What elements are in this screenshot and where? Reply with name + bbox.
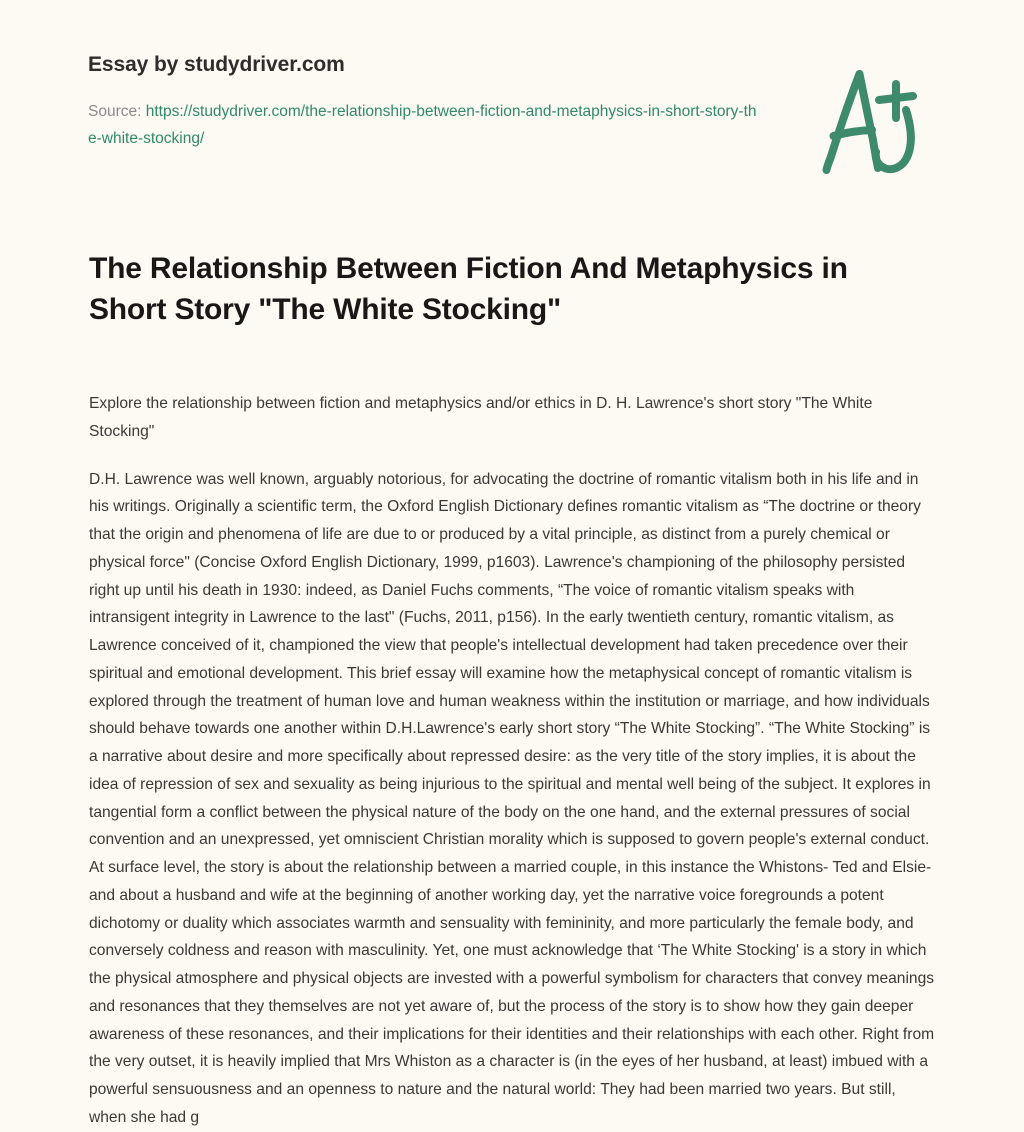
page-header — [88, 52, 788, 153]
source-label: Source: — [88, 103, 142, 121]
byline: Essay by studydriver.com — [88, 53, 345, 76]
a-plus-logo — [818, 62, 922, 180]
essay-body — [89, 390, 935, 1132]
page-title: The Relationship Between Fiction And Metaphysics in Short Story "The White Stocking" — [89, 252, 848, 327]
a-plus-logo-icon — [818, 62, 922, 180]
source-line — [88, 99, 760, 152]
essay-prompt: Explore the relationship between fiction and metaphysics and/or ethics in D. H. Lawrence's short story "The White Stocking" — [89, 395, 873, 440]
essay-paragraph: D.H. Lawrence was well known, arguably notorious, for advocating the doctrine of romantic vitalism both in his life and in his writings. Originally a scientific term, the Oxford English Dictionary defines romantic vitalism as “The doctrine or theory that the origin and phenomena of life are due to or produced by a vital principle, as distinct from a purely chemical or physical force" (Concise Oxford English Dictionary, 1999, p1603). Lawrence's championing of the philosophy persisted right up until his death in 1930: indeed, as Daniel Fuchs comments, “The voice of romantic vitalism speaks with intransigent integrity in Lawrence to the last" (Fuchs, 2011, p156). In the early twentieth century, romantic vitalism, as Lawrence conceived of it, championed the view that people's intellectual development had taken precedence over their spiritual and emotional development. This brief essay will examine how the metaphysical concept of romantic vitalism is explored through the treatment of human love and human weakness within the institution or marriage, and how individuals should behave towards one another within D.H.Lawrence's early short story “The White Stocking”. “The White Stocking” is a narrative about desire and more specifically about repressed desire: as the very title of the story implies, it is about the idea of repression of sex and sexuality as being injurious to the spiritual and mental well being of the subject. It explores in tangential form a conflict between the physical nature of the body on the one hand, and the external pressures of social convention and an unexpressed, yet omniscient Christian morality which is supposed to govern people's external conduct. At surface level, the story is about the relationship between a married couple, in this instance the Whistons- Ted and Elsie- and about a husband and wife at the beginning of another working day, yet the narrative voice foregrounds a potent dichotomy or duality which associates warmth and sensuality with femininity, and more particularly the female body, and conversely coldness and reason with masculinity. Yet, one must acknowledge that ‘The White Stocking' is a story in which the physical atmosphere and physical objects are invested with a powerful symbolism for characters that convey meanings and resonances that they themselves are not yet aware of, but the process of the story is to show how they gain deeper awareness of these resonances, and their implications for their identities and their relationships with each other. Right from the very outset, it is heavily implied that Mrs Whiston as a character is (in the eyes of her husband, at least) imbued with a powerful sensuousness and an openness to nature and the natural world: They had been married two years. But still, when she had g — [89, 470, 935, 1126]
source-url-link[interactable]: https://studydriver.com/the-relationship-between-fiction-and-metaphysics-in-short-story-the-white-stocking/ — [88, 103, 757, 147]
